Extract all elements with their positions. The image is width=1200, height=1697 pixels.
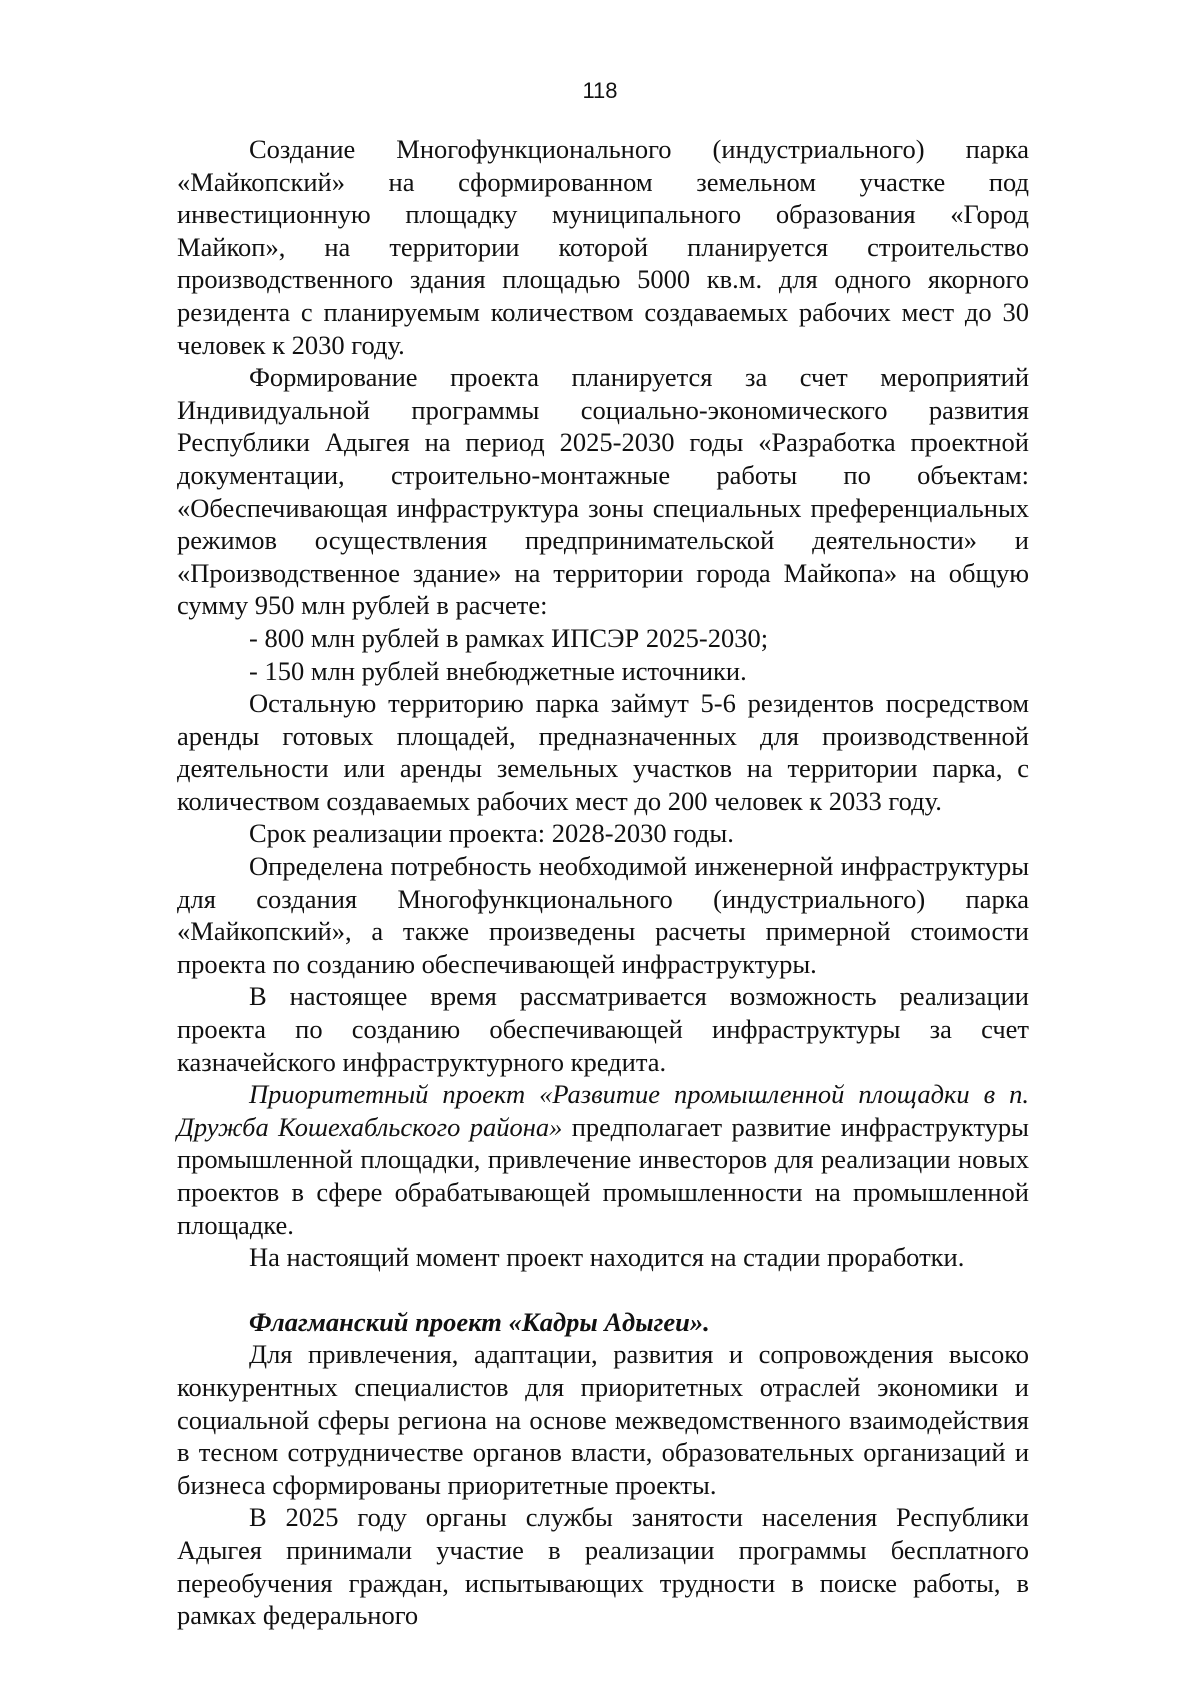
paragraph-specialists: Для привлечения, адаптации, развития и сопровождения высоко конкурентных специалистов для приоритетных отраслей экономики и социальной сферы региона на основе межведомственного взаимодействия в тесном сотрудничестве органов власти, образовательных организаций и бизнеса сформированы приоритетные проекты. <box>177 1339 1029 1500</box>
priority-project-title: Приоритетный проект «Развитие промышленной площадки в п. Дружба Кошехабльского района» <box>177 1079 1029 1142</box>
paragraph-employment-service: В 2025 году органы службы занятости населения Республики Адыгея принимали участие в реализации программы бесплатного переобучения граждан, испытывающих трудности в поиске работы, в рамках федерального <box>177 1502 1029 1631</box>
list-item-extrabudgetary-funding: - 150 млн рублей внебюджетные источники. <box>249 655 747 686</box>
paragraph-project-financing: Формирование проекта планируется за счет мероприятий Индивидуальной программы социально-экономического развития Республики Адыгея на период 2025-2030 годы «Разработка проектной документации, строительно-монтажные работы по объектам: «Обеспечивающая инфраструктура зоны специальных преференциальных режимов осуществления предпринимательской деятельности» и «Производственное здание» на территории города Майкопа» на общую сумму 950 млн рублей в расчете: <box>177 362 1029 621</box>
paragraph-treasury-credit: В настоящее время рассматривается возможность реализации проекта по созданию обеспечивающей инфраструктуры за счет казначейского инфраструктурного кредита. <box>177 981 1029 1077</box>
document-body <box>177 133 1029 1632</box>
paragraph-project-status: На настоящий момент проект находится на стадии проработки. <box>249 1242 965 1273</box>
paragraph-priority-project <box>177 1078 1029 1241</box>
list-item-ipser-funding: - 800 млн рублей в рамках ИПСЭР 2025-2030; <box>249 622 769 653</box>
paragraph-park-creation: Создание Многофункционального (индустриального) парка «Майкопский» на сформированном земельном участке под инвестиционную площадку муниципального образования «Город Майкоп», на территории которой планируется строительство производственного здания площадью 5000 кв.м. для одного якорного резидента с планируемым количеством создаваемых рабочих мест до 30 человек к 2030 году. <box>177 134 1029 360</box>
section-heading-flagship-project: Флагманский проект «Кадры Адыгеи». <box>249 1306 710 1337</box>
paragraph-residents: Остальную территорию парка займут 5-6 резидентов посредством аренды готовых площадей, предназначенных для производственной деятельности или аренды земельных участков на территории парка, с количеством создаваемых рабочих мест до 200 человек к 2033 году. <box>177 688 1029 816</box>
paragraph-implementation-period: Срок реализации проекта: 2028-2030 годы. <box>249 818 734 849</box>
priority-project-description: предполагает развитие инфраструктуры промышленной площадки, привлечение инвесторов для реализации новых проектов в сфере обрабатывающей промышленности на промышленной площадке. <box>177 1111 1029 1240</box>
paragraph-infrastructure-needs: Определена потребность необходимой инженерной инфраструктуры для создания Многофункционального (индустриального) парка «Майкопский», а также произведены расчеты примерной стоимости проекта по созданию обеспечивающей инфраструктуры. <box>177 851 1029 979</box>
page-number: 118 <box>582 78 618 103</box>
